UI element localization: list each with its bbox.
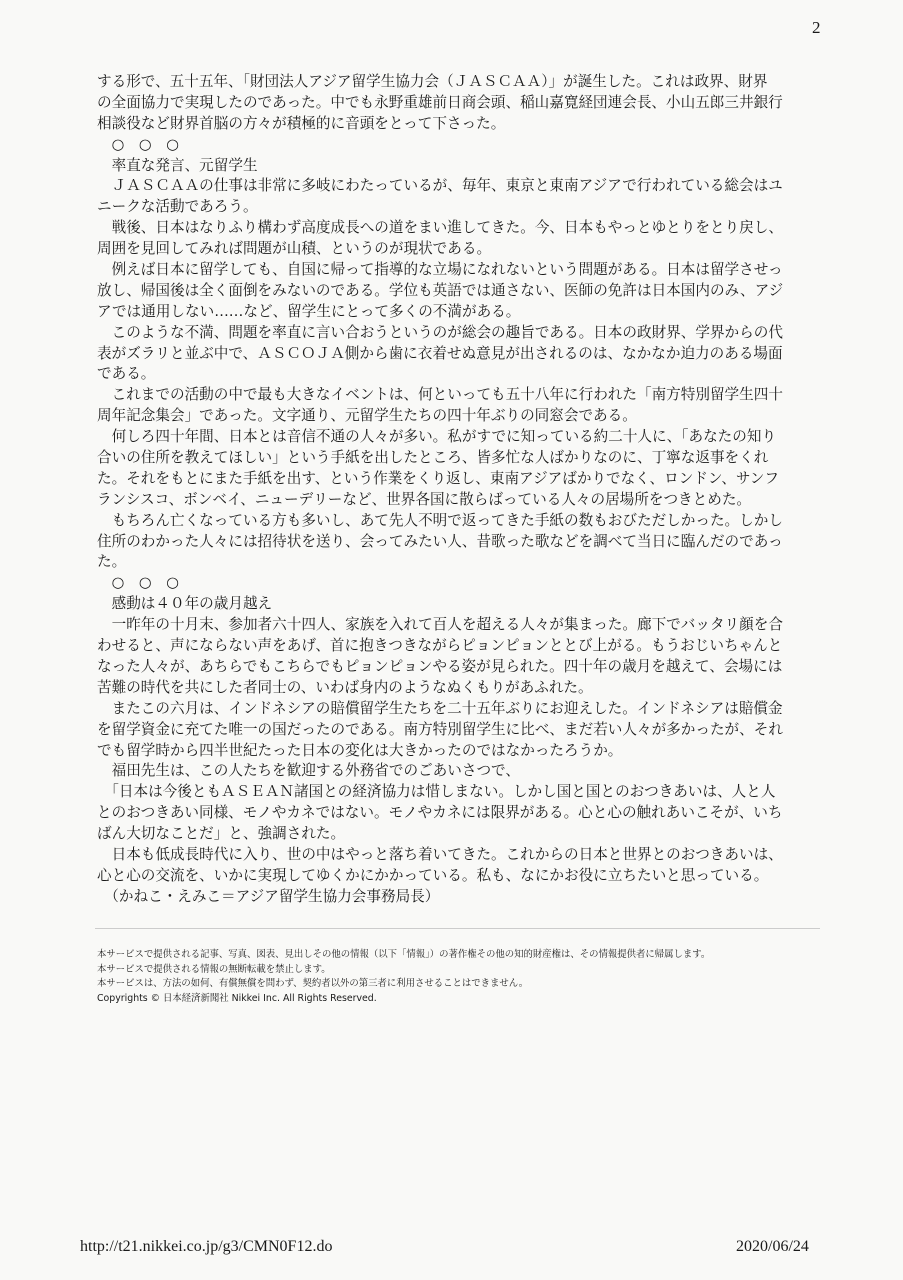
article-line: である。 [97,365,156,383]
article-line: 例えば日本に留学しても、自国に帰って指導的な立場になれないという問題がある。日本は留学させっ [97,261,783,279]
article-line: を留学資金に充てた唯一の国だったのである。南方特別留学生に比べ、まだ若い人々が多かったが、それ [97,720,783,738]
article-line: 「日本は今後ともＡＳＥＡＮ諸国との経済協力は惜しまない。しかし国と国とのおつきあいは、人と人 [97,783,776,801]
article-line: 相談役など財界首脳の方々が積極的に音頭をとって下さった。 [97,114,506,132]
print-date: 2020/06/24 [736,1238,809,1255]
article-line: アでは通用しない……など、留学生にとって多くの不満がある。 [97,302,521,320]
article-line: とのおつきあい同様、モノやカネではない。モノやカネには限界がある。心と心の触れあいこそが、いち [97,804,783,822]
article-line: 感動は４０年の歳月越え [97,595,273,613]
article-line: ばん大切なことだ」と、強調された。 [97,825,346,843]
article-line: ＪＡＳＣＡＡの仕事は非常に多岐にわたっているが、毎年、東京と東南アジアで行われている総会はユ [97,177,783,195]
copyright-notice: 本サービスで提供される記事、写真、図表、見出しその他の情報（以下「情報」）の著作権その他の知的財産権は、その情報提供者に帰属します。 [97,949,711,960]
article-line: 苦難の時代を共にした者同士の、いわば身内のようなぬくもりがあふれた。 [97,678,593,696]
article-line: 放し、帰国後は全く面倒をみないのである。学位も英語では通さない、医師の免許は日本国内のみ、アジ [97,281,784,299]
article-line: 福田先生は、この人たちを歓迎する外務省でのごあいさつで、 [97,762,520,780]
article-line: 周囲を見回してみれば問題が山積、というのが現状である。 [97,240,492,258]
article-line: このような不満、問題を率直に言い合おうというのが総会の趣旨である。日本の政財界、学界からの代 [97,323,783,341]
article-line: もちろん亡くなっている方も多いし、あて先人不明で返ってきた手紙の数もおびただしかった。しかし [97,511,783,529]
article-line: た。それをもとにまた手紙を出す、という作業をくり返し、東南アジアばかりでなく、ロンドン、サンフ [97,469,779,487]
article-line: 日本も低成長時代に入り、世の中はやっと落ち着いてきた。これからの日本と世界とのおつきあいは、 [97,845,783,863]
article-line: これまでの活動の中で最も大きなイベントは、何といっても五十八年に行われた「南方特別留学生四十 [97,386,783,404]
article-line: 心と心の交流を、いかに実現してゆくかにかかっている。私も、なにかお役に立ちたいと思っている。 [97,866,769,884]
article-line: 住所のわかった人々には招待状を送り、会ってみたい人、昔歌った歌などを調べて当日に臨んだのであっ [97,532,783,550]
article-line: 一昨年の十月末、参加者六十四人、家族を入れて百人を超える人々が集まった。廊下でバッタリ顔を合 [97,616,783,634]
article-line: ○ ○ ○ [97,574,179,592]
article-line: の全面協力で実現したのであった。中でも永野重雄前日商会頭、稲山嘉寛経団連会長、小山五郎三井銀行 [97,93,783,111]
no-reproduction-notice: 本サービスで提供される情報の無断転載を禁止します。 [97,963,331,975]
article-line: ニークな活動であろう。 [97,198,258,216]
article-line: ランシスコ、ボンベイ、ニューデリーなど、世界各国に散らばっている人々の居場所をつきとめた。 [97,490,752,508]
print-url: http://t21.nikkei.co.jp/g3/CMN0F12.do [80,1238,333,1255]
article-line: する形で、五十五年、「財団法人アジア留学生協力会（ＪＡＳＣＡＡ）」が誕生した。これは政界、財界 [97,73,768,90]
article-line: た。 [97,553,127,571]
article-line: 何しろ四十年間、日本とは音信不通の人々が多い。私がすでに知っている約二十人に、「あなたの知り [97,428,777,446]
third-party-notice: 本サービスは、方法の如何、有償無償を問わず、契約者以外の第三者に利用させることはできません。 [97,978,529,990]
article-body [97,72,817,908]
article-line: なった人々が、あちらでもこちらでもピョンピョンやる姿が見られた。四十年の歳月を越えて、会場には [97,657,783,675]
copyright-line: Copyrights © 日本経済新聞社 Nikkei Inc. All Rights Reserved. [97,992,377,1004]
article-line: 率直な発言、元留学生 [97,156,258,174]
article-line: （かねこ・えみこ＝アジア留学生協力会事務局長） [97,887,440,905]
article-line: 合いの住所を教えてほしい」という手紙を出したところ、皆多忙な人ばかりなのに、丁寧な返事をくれ [97,449,769,467]
article-line: ○ ○ ○ [97,135,179,153]
page-number: 2 [812,18,821,37]
article-line: 戦後、日本はなりふり構わず高度成長への道をまい進してきた。今、日本もやっとゆとりをとり戻し、 [97,219,783,237]
copyright-footer [97,948,710,1006]
article-line: わせると、声にならない声をあげ、首に抱きつきながらピョンピョンととび上がる。もうおじいちゃんと [97,637,783,655]
footer-divider [95,928,820,929]
article-line: 表がズラリと並ぶ中で、ＡＳＣＯＪＡ側から歯に衣着せぬ意見が出されるのは、なかなか迫力のある場面 [97,344,783,362]
article-line: またこの六月は、インドネシアの賠償留学生たちを二十五年ぶりにお迎えした。インドネシアは賠償金 [97,699,783,717]
article-line: でも留学時から四半世紀たった日本の変化は大きかったのではなかったろうか。 [97,741,623,759]
article-line: 周年記念集会」であった。文字通り、元留学生たちの四十年ぶりの同窓会である。 [97,407,637,425]
